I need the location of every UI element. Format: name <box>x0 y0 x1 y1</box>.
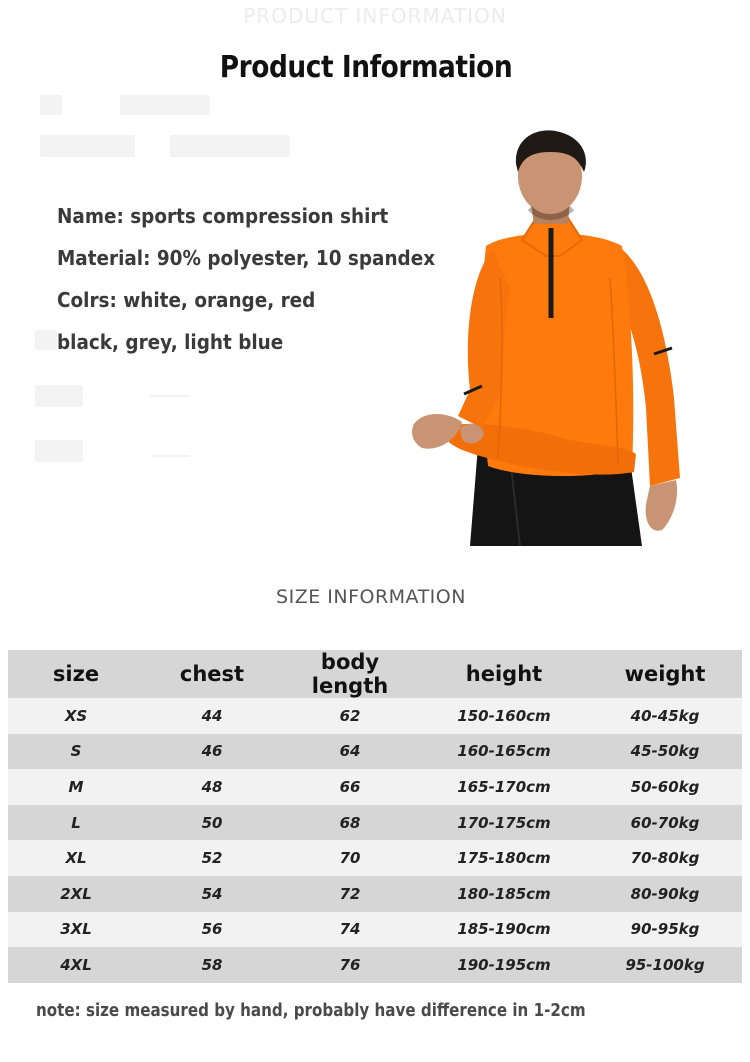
cell-height: 180-185cm <box>420 876 588 912</box>
cell-chest: 56 <box>144 912 280 948</box>
cell-weight: 90-95kg <box>588 912 742 948</box>
cell-body-length: 68 <box>280 805 420 841</box>
cell-chest: 50 <box>144 805 280 841</box>
cell-chest: 46 <box>144 734 280 770</box>
ghost-block <box>170 135 290 157</box>
table-row <box>8 876 742 912</box>
table-row <box>8 734 742 770</box>
ghost-block <box>35 330 57 350</box>
model-in-orange-shirt-photo <box>400 128 700 548</box>
header-weight: weight <box>588 650 742 698</box>
table-row <box>8 769 742 805</box>
cell-size: 4XL <box>8 947 144 983</box>
ghost-block <box>40 95 62 115</box>
cell-body-length: 74 <box>280 912 420 948</box>
cell-chest: 58 <box>144 947 280 983</box>
cell-body-length: 70 <box>280 840 420 876</box>
cell-height: 150-160cm <box>420 698 588 734</box>
table-header-row <box>8 650 742 698</box>
cell-height: 185-190cm <box>420 912 588 948</box>
header-body-length: body length <box>280 650 420 698</box>
cell-body-length: 62 <box>280 698 420 734</box>
cell-weight: 50-60kg <box>588 769 742 805</box>
ghost-block <box>150 455 190 457</box>
cell-height: 175-180cm <box>420 840 588 876</box>
cell-chest: 52 <box>144 840 280 876</box>
cell-height: 190-195cm <box>420 947 588 983</box>
cell-height: 165-170cm <box>420 769 588 805</box>
cell-size: L <box>8 805 144 841</box>
cell-weight: 40-45kg <box>588 698 742 734</box>
cell-size: 2XL <box>8 876 144 912</box>
table-row <box>8 947 742 983</box>
cell-size: M <box>8 769 144 805</box>
cell-height: 170-175cm <box>420 805 588 841</box>
cell-weight: 95-100kg <box>588 947 742 983</box>
table-row <box>8 912 742 948</box>
cell-height: 160-165cm <box>420 734 588 770</box>
ghost-heading: PRODUCT INFORMATION <box>243 4 507 28</box>
cell-body-length: 64 <box>280 734 420 770</box>
page-title: Product Information <box>219 50 513 85</box>
table-row <box>8 840 742 876</box>
size-table <box>8 650 742 983</box>
cell-size: S <box>8 734 144 770</box>
cell-chest: 44 <box>144 698 280 734</box>
header-size: size <box>8 650 144 698</box>
cell-weight: 60-70kg <box>588 805 742 841</box>
size-info-heading: SIZE INFORMATION <box>276 586 466 608</box>
table-row <box>8 698 742 734</box>
ghost-block <box>40 135 135 157</box>
cell-weight: 70-80kg <box>588 840 742 876</box>
header-chest: chest <box>144 650 280 698</box>
cell-body-length: 76 <box>280 947 420 983</box>
cell-size: XL <box>8 840 144 876</box>
size-note: note: size measured by hand, probably have difference in 1-2cm <box>36 1000 586 1021</box>
cell-body-length: 72 <box>280 876 420 912</box>
ghost-block <box>35 440 83 462</box>
spec-colors-cont: black, grey, light blue <box>57 330 284 354</box>
ghost-block <box>35 385 83 407</box>
table-row <box>8 805 742 841</box>
spec-colors: Colrs: white, orange, red <box>57 288 316 312</box>
spec-name: Name: sports compression shirt <box>57 204 389 228</box>
cell-body-length: 66 <box>280 769 420 805</box>
ghost-block <box>120 95 210 115</box>
ghost-block <box>150 395 190 397</box>
cell-size: 3XL <box>8 912 144 948</box>
spec-material: Material: 90% polyester, 10 spandex <box>57 246 436 270</box>
cell-size: XS <box>8 698 144 734</box>
cell-weight: 45-50kg <box>588 734 742 770</box>
cell-chest: 48 <box>144 769 280 805</box>
header-height: height <box>420 650 588 698</box>
cell-weight: 80-90kg <box>588 876 742 912</box>
cell-chest: 54 <box>144 876 280 912</box>
